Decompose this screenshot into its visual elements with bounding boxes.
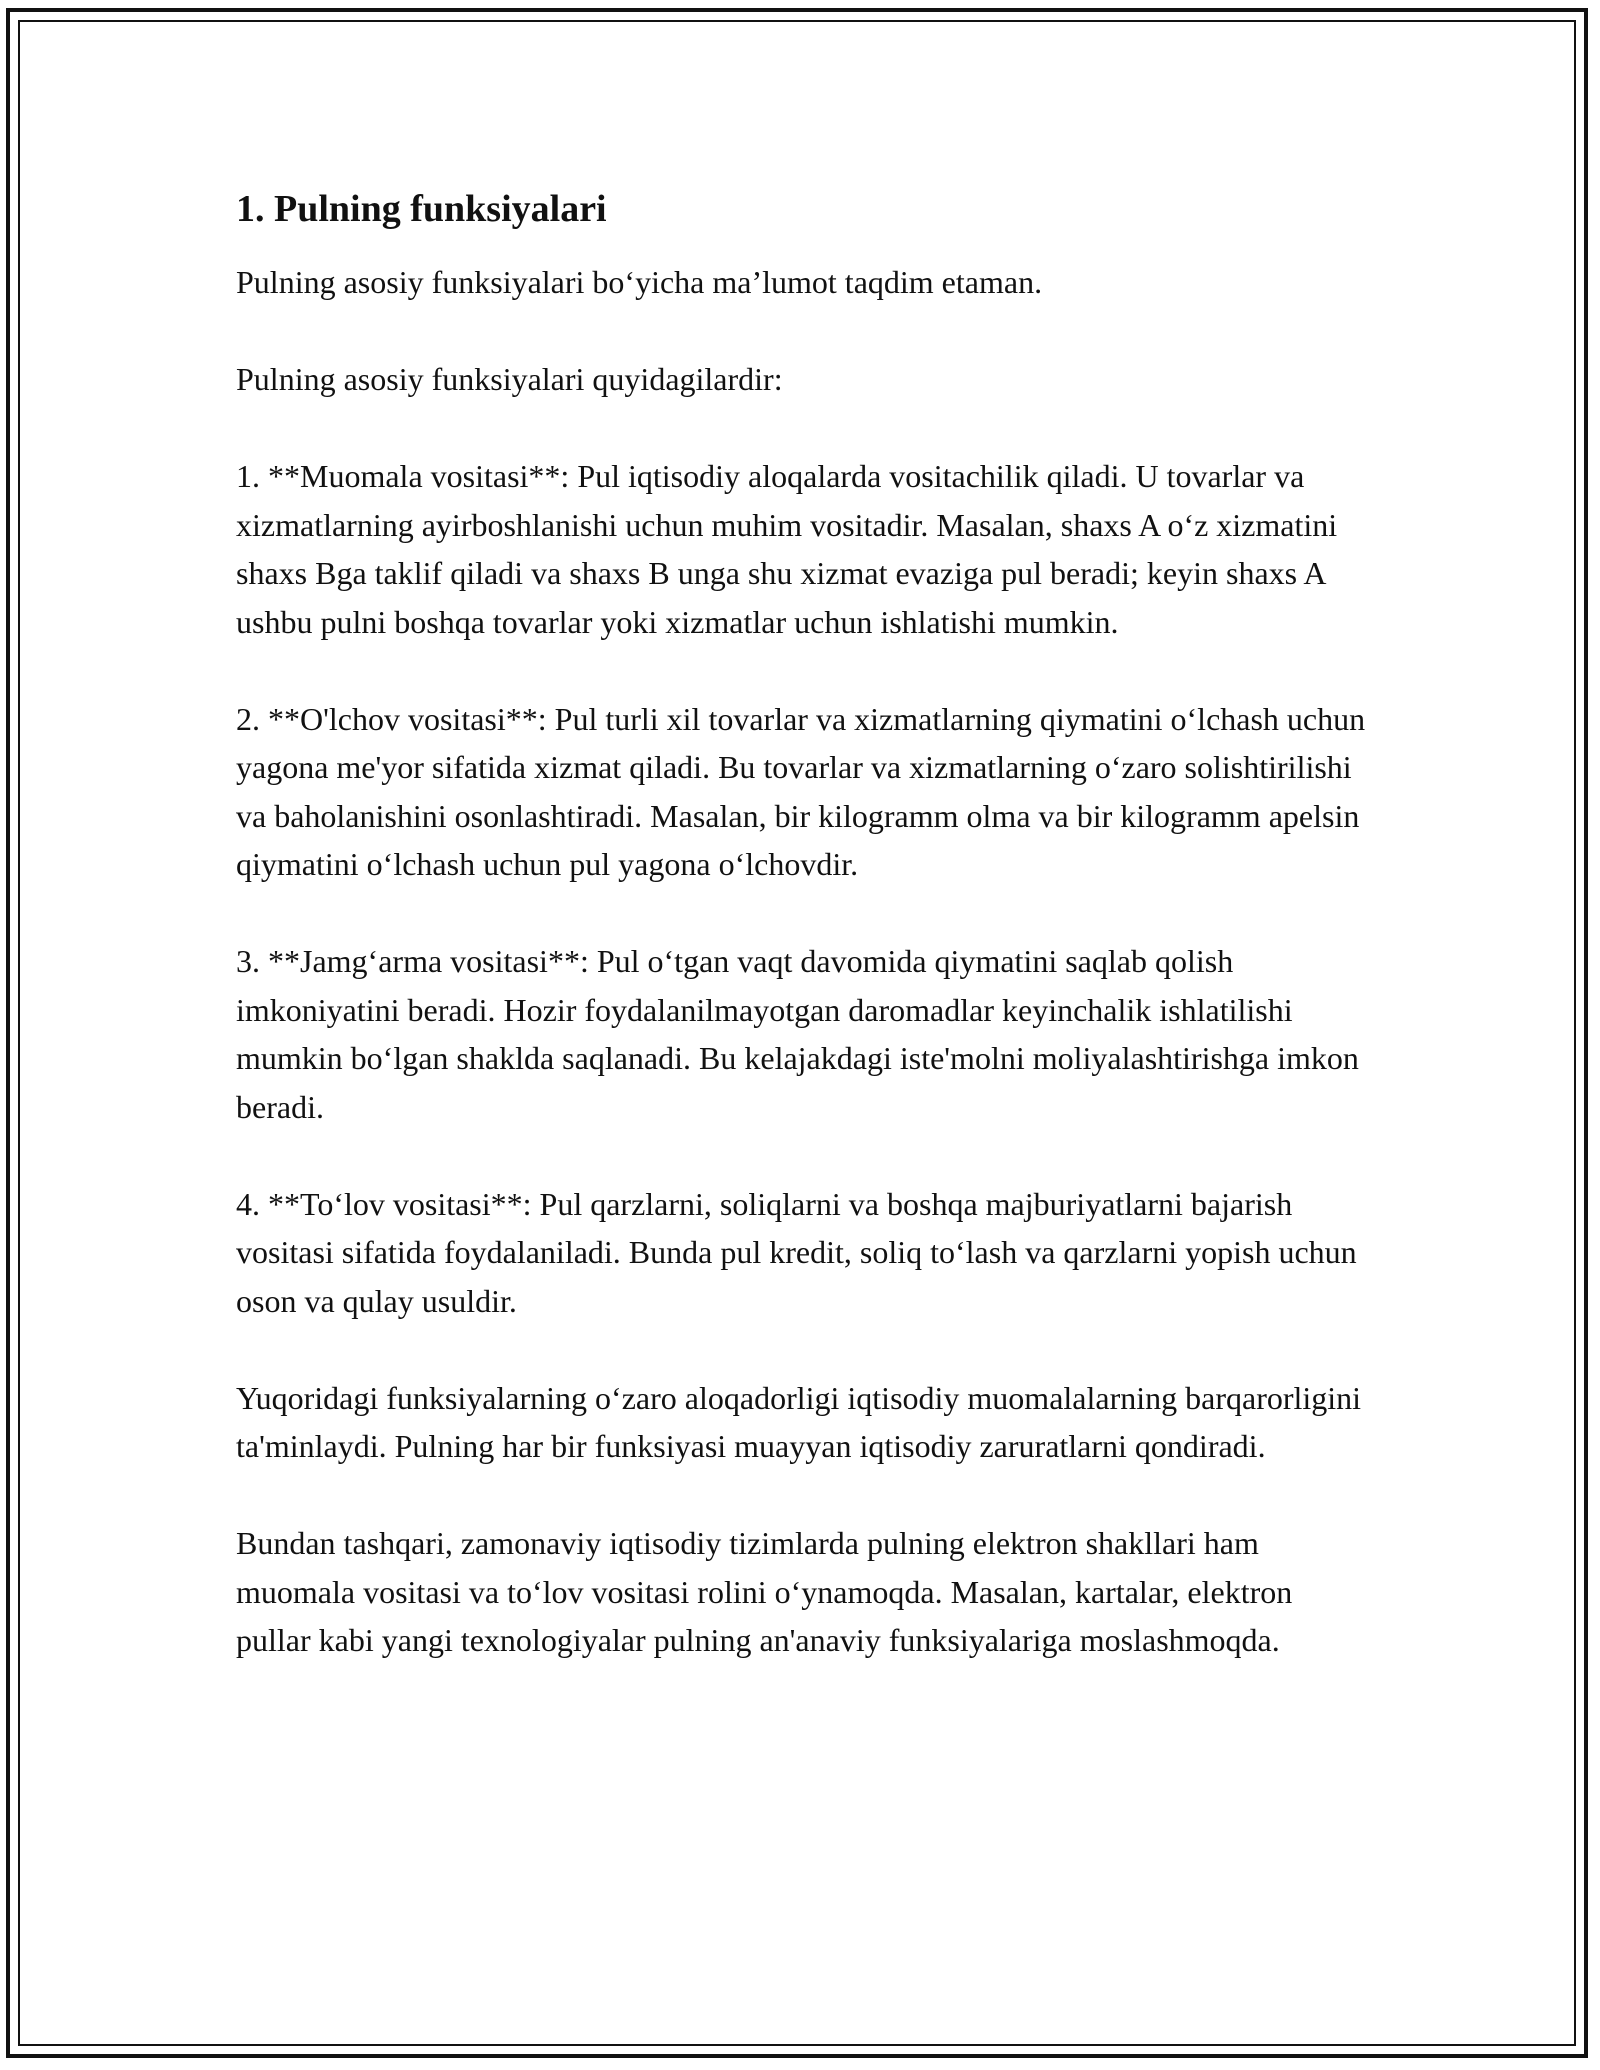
document-body — [236, 186, 1366, 1713]
list-intro-paragraph: Pulning asosiy funksiyalari quyidagilardir: — [236, 361, 783, 397]
summary-paragraph: Yuqoridagi funksiyalarning o‘zaro aloqadorligi iqtisodiy muomalalarning barqarorligini ta'minlaydi. Pulning har bir funksiyasi muayyan iqtisodiy zaruratlarni qondiradi. — [236, 1379, 1362, 1464]
list-item-jamgarma: 3. **Jamg‘arma vositasi**: Pul o‘tgan vaqt davomida qiymatini saqlab qolish imkoniyatini beradi. Hozir foydalanilmayotgan daromadlar keyinchalik ishlatilishi mumkin bo‘lgan shaklda saqlanadi. Bu kelajakdagi iste'molni moliyalashtirishga imkon beradi. — [236, 943, 1359, 1125]
closing-paragraph: Bundan tashqari, zamonaviy iqtisodiy tizimlarda pulning elektron shakllari ham muomala vositasi va to‘lov vositasi rolini o‘ynamoqda. Masalan, kartalar, elektron pullar kabi yangi texnologiyalar pulning an'anaviy funksiyalariga moslashmoqda. — [236, 1525, 1293, 1658]
list-item-tolov: 4. **To‘lov vositasi**: Pul qarzlarni, soliqlarni va boshqa majburiyatlarni bajarish vositasi sifatida foydalaniladi. Bunda pul kredit, soliq to‘lash va qarzlarni yopish uchun oson va qulay usuldir. — [236, 1185, 1357, 1319]
list-item-muomala: 1. **Muomala vositasi**: Pul iqtisodiy aloqalarda vositachilik qiladi. U tovarlar va xizmatlarning ayirboshlanishi uchun muhim vositadir. Masalan, shaxs A o‘z xizmatini shaxs Bga taklif qiladi va shaxs B unga shu xizmat evaziga pul beradi; keyin shaxs A ushbu pulni boshqa tovarlar yoki xizmatlar uchun ishlatishi mumkin. — [236, 458, 1338, 640]
document-title: 1. Pulning funksiyalari — [236, 188, 607, 230]
list-item-olchov: 2. **O'lchov vositasi**: Pul turli xil tovarlar va xizmatlarning qiymatini o‘lchash uchun yagona me'yor sifatida xizmat qiladi. Bu tovarlar va xizmatlarning o‘zaro solishtirilishi va baholanishini osonlashtiradi. Masalan, bir kilogramm olma va bir kilogramm apelsin qiymatini o‘lchash uchun pul yagona o‘lchovdir. — [236, 700, 1366, 882]
intro-paragraph: Pulning asosiy funksiyalari bo‘yicha ma’lumot taqdim etaman. — [236, 264, 1043, 300]
